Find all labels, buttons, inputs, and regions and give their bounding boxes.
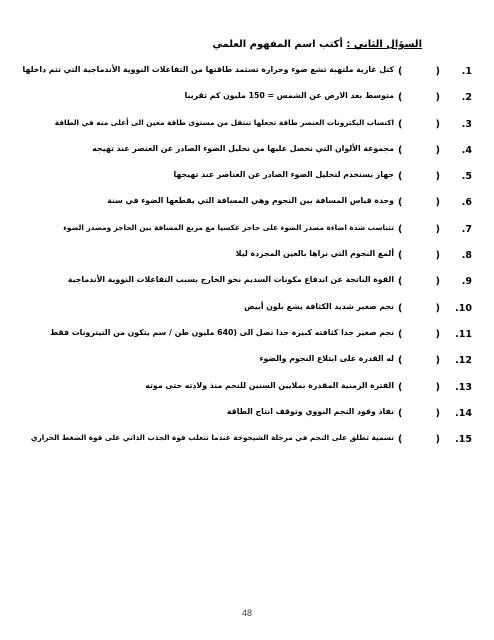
question-text: جهاز يستخدم لتحليل الضوء الصادر عن العناصر عند تهيجها <box>173 170 394 180</box>
blank-open-paren: ( <box>435 197 440 209</box>
question-number: 1. <box>461 66 472 77</box>
question-item <box>20 329 472 355</box>
blank-close-paren: ) <box>398 171 403 183</box>
blank-close-paren: ) <box>398 250 403 262</box>
question-item <box>20 303 472 329</box>
question-number: 5. <box>461 171 472 183</box>
question-item <box>20 66 472 92</box>
blank-open-paren: ( <box>435 407 440 419</box>
question-number: 6. <box>461 197 472 209</box>
question-number: 12. <box>455 355 472 367</box>
question-text: تتناسب شدة اضاءة مصدر الضوء على حاجز عكسيا مع مربع المسافة بين الحاجز ومصدر الضوء <box>63 222 394 232</box>
question-item <box>20 197 472 223</box>
blank-open-paren: ( <box>435 355 440 367</box>
blank-close-paren: ) <box>398 118 403 130</box>
question-number: 15. <box>455 434 472 446</box>
blank-close-paren: ) <box>398 197 403 209</box>
question-item <box>20 408 472 434</box>
page-number: 48 <box>241 608 252 618</box>
blank-open-paren: ( <box>435 434 440 446</box>
question-text: نجم صغير جدا كثافته كبيرة جدا تصل الى (640 مليون طن / سم يتكون من النيترونات فقط <box>50 327 394 337</box>
question-item <box>20 276 472 302</box>
question-item <box>20 224 472 250</box>
question-number: 11. <box>455 328 472 340</box>
question-text: الفترة الزمنية المقدرة بملايين السنين للنجم منذ ولادته حتى موته <box>145 380 394 390</box>
question-text: نجم صغير شديد الكثافة يشع بلون أبيض <box>244 301 394 311</box>
question-text: له القدرة على ابتلاع النجوم والضوء <box>259 354 394 364</box>
question-number: 13. <box>455 381 472 393</box>
section-heading-lead: السؤال الثاني : <box>346 39 422 50</box>
question-text: نفاذ وقود النجم النووي وتوقف انتاج الطاقة <box>226 406 394 416</box>
blank-close-paren: ) <box>398 434 403 446</box>
blank-open-paren: ( <box>435 250 440 262</box>
question-number: 7. <box>461 223 472 235</box>
blank-open-paren: ( <box>435 223 440 235</box>
question-number: 9. <box>461 276 472 288</box>
blank-close-paren: ) <box>398 92 403 104</box>
blank-open-paren: ( <box>435 66 440 77</box>
question-text: القوة الناتجة عن اندفاع مكونات السديم نحو الخارج بسبب التفاعلات النووية الأندماجية <box>67 275 394 285</box>
blank-close-paren: ) <box>398 328 403 340</box>
question-text: ألمع النجوم التي نراها بالعين المجردة ليلا <box>235 249 394 259</box>
blank-close-paren: ) <box>398 223 403 235</box>
blank-open-paren: ( <box>435 381 440 393</box>
blank-open-paren: ( <box>435 118 440 130</box>
question-number: 4. <box>461 144 472 156</box>
blank-open-paren: ( <box>435 144 440 156</box>
question-item <box>20 434 472 460</box>
question-item <box>20 171 472 197</box>
blank-open-paren: ( <box>435 328 440 340</box>
section-heading-title: أكتب اسم المفهوم العلمي <box>212 39 343 50</box>
question-item <box>20 145 472 171</box>
blank-open-paren: ( <box>435 171 440 183</box>
question-list <box>20 66 472 460</box>
blank-close-paren: ) <box>398 407 403 419</box>
blank-close-paren: ) <box>398 381 403 393</box>
question-item <box>20 250 472 276</box>
question-text: وحدة قياس المسافة بين النجوم وهي المسافة التي يقطعها الضوء في سنة <box>107 196 394 206</box>
blank-close-paren: ) <box>398 355 403 367</box>
question-number: 8. <box>461 250 472 262</box>
blank-close-paren: ) <box>398 302 403 314</box>
question-item <box>20 355 472 381</box>
question-text: كتل غازية ملتهبة تشع ضوء وحرارة تستمد طاقتها من التفاعلات النووية الأندماجية التي تتم داخلها <box>22 65 394 74</box>
question-item <box>20 382 472 408</box>
question-number: 10. <box>455 302 472 314</box>
blank-open-paren: ( <box>435 276 440 288</box>
question-number: 2. <box>461 92 472 104</box>
question-item <box>20 119 472 145</box>
question-number: 14. <box>455 407 472 419</box>
blank-close-paren: ) <box>398 66 403 77</box>
blank-close-paren: ) <box>398 144 403 156</box>
section-heading <box>212 39 422 50</box>
question-text: اكتساب اليكترونات العنصر طاقة تجعلها تنتقل من مستوى طاقة معين الى أعلى منه في الطاقة <box>54 117 394 127</box>
blank-close-paren: ) <box>398 276 403 288</box>
blank-open-paren: ( <box>435 92 440 104</box>
question-text: مجموعة الألوان التي نحصل عليها من تحليل الضوء الصادر عن العنصر عند تهيجه <box>92 143 394 153</box>
question-text: متوسط بعد الارض عن الشمس = 150 مليون كم تقريبا <box>184 91 394 101</box>
question-item <box>20 92 472 118</box>
question-text: تسمية تطلق على النجم في مرحلة الشيخوخة عندما تتغلب قوة الجذب الذاتي على قوة الضغط الحراري <box>30 433 394 443</box>
blank-open-paren: ( <box>435 302 440 314</box>
question-number: 3. <box>461 118 472 130</box>
